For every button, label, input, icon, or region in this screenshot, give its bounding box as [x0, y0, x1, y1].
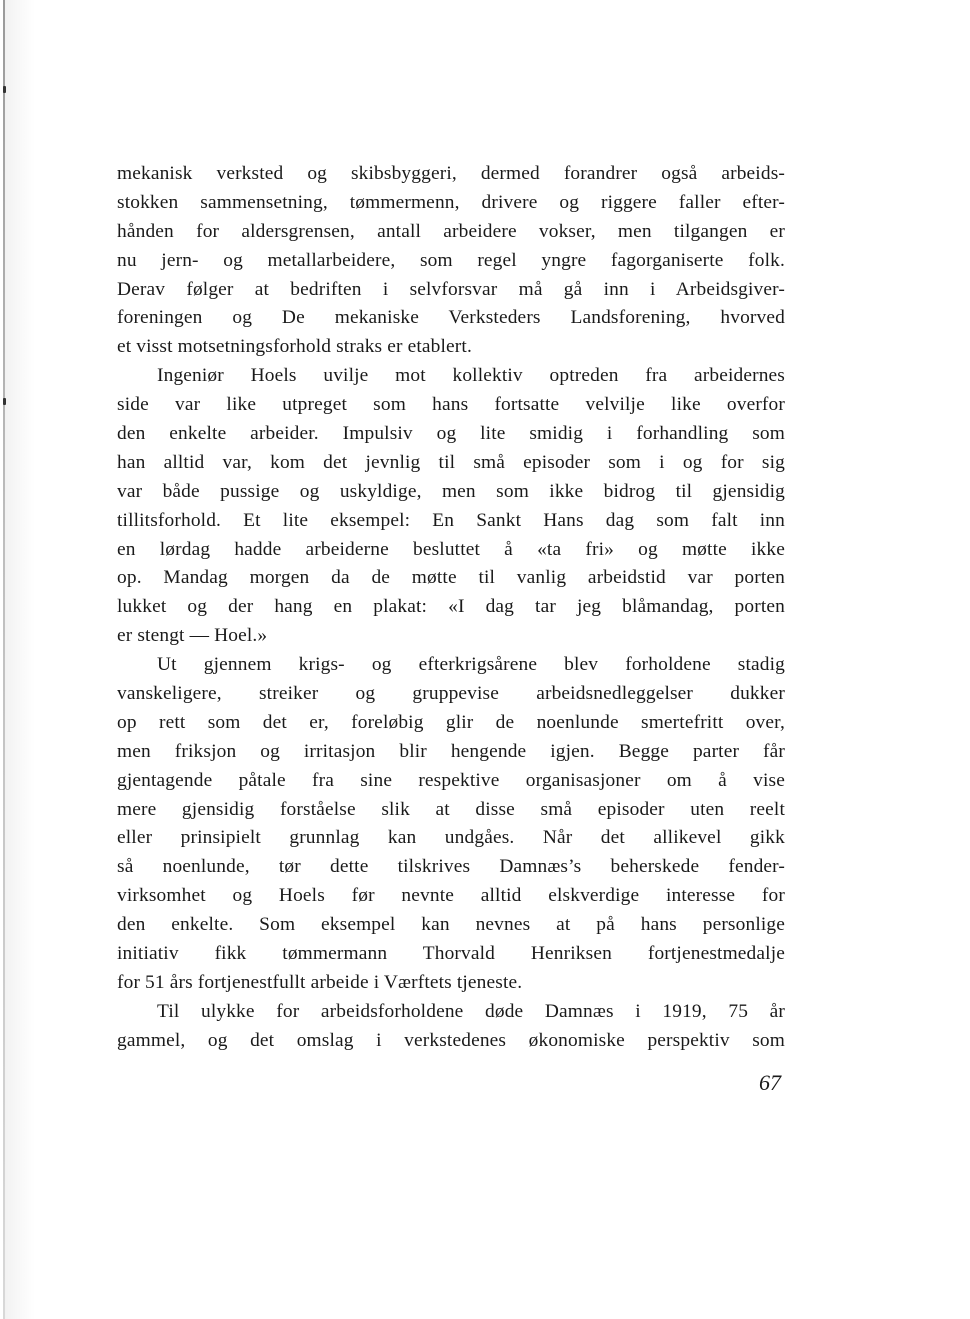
- text-line: op rett som det er, foreløbig glir de noenlunde smertefritt over,: [117, 711, 785, 733]
- text-line: side var like utpreget som hans fortsatte velvilje like overfor: [117, 394, 785, 416]
- text-line: eller prinsipielt grunnlag kan undgåes. Når det allikevel gikk: [117, 827, 785, 849]
- text-line: virksomhet og Hoels før nevnte alltid elskverdige interesse for: [117, 885, 785, 907]
- text-line: nu jern- og metallarbeidere, som regel yngre fagorganiserte folk.: [117, 249, 785, 271]
- text-line: den enkelte. Som eksempel kan nevnes at på hans personlige: [117, 914, 785, 936]
- text-line: Ut gjennem krigs- og efterkrigsårene blev forholdene stadig: [157, 654, 785, 676]
- text-line: initiativ fikk tømmermann Thorvald Henriksen fortjenestmedalje: [117, 943, 785, 965]
- text-line: gjentagende påtale fra sine respektive organisasjoner om å vise: [117, 769, 785, 791]
- text-line: den enkelte arbeider. Impulsiv og lite smidig i forhandling som: [117, 423, 785, 445]
- text-line: stokken sammensetning, tømmermenn, drivere og riggere faller efter-: [117, 191, 785, 213]
- text-line: Derav følger at bedriften i selvforsvar må gå inn i Arbeidsgiver-: [117, 278, 785, 300]
- scan-mark: [3, 398, 6, 405]
- text-line: han alltid var, kom det jevnlig til små episoder som i og for sig: [117, 451, 785, 473]
- body-text: [117, 160, 785, 1056]
- text-line: tillitsforhold. Et lite eksempel: En Sankt Hans dag som falt inn: [117, 509, 785, 531]
- text-line: vanskeligere, streiker og gruppevise arbeidsnedleggelser dukker: [117, 683, 785, 705]
- text-line: så noenlunde, tør dette tilskrives Damnæs’s beherskede fender-: [117, 856, 785, 878]
- page-binding-edge: [3, 0, 5, 1319]
- text-line: Ingeniør Hoels uvilje mot kollektiv optreden fra arbeidernes: [157, 365, 785, 387]
- text-line: foreningen og De mekaniske Verksteders Landsforening, hvorved: [117, 307, 785, 329]
- text-line: op. Mandag morgen da de møtte til vanlig arbeidstid var porten: [117, 567, 785, 589]
- text-line: en lørdag hadde arbeiderne besluttet å «ta fri» og møtte ikke: [117, 538, 785, 560]
- text-line: et visst motsetningsforhold straks er etablert.: [117, 336, 472, 358]
- paragraph: [117, 651, 785, 998]
- text-line: men friksjon og irritasjon blir hengende igjen. Begge parter får: [117, 740, 785, 762]
- scan-mark: [3, 86, 6, 93]
- text-line: gammel, og det omslag i verkstedenes økonomiske perspektiv som: [117, 1029, 785, 1051]
- text-line: var både pussige og uskyldige, men som ikke bidrog til gjensidig: [117, 480, 785, 502]
- text-line: hånden for aldersgrensen, antall arbeidere vokser, men tilgangen er: [117, 220, 785, 242]
- paragraph: [117, 160, 785, 362]
- text-line: mekanisk verksted og skibsbyggeri, dermed forandrer også arbeids-: [117, 163, 785, 184]
- text-line: for 51 års fortjenestfullt arbeide i Værftets tjeneste.: [117, 971, 523, 993]
- text-line: er stengt — Hoel.»: [117, 625, 268, 647]
- text-line: Til ulykke for arbeidsforholdene døde Damnæs i 1919, 75 år: [157, 1000, 785, 1022]
- paragraph: [117, 998, 785, 1056]
- page-number: 67: [759, 1070, 781, 1095]
- text-line: lukket og der hang en plakat: «I dag tar jeg blåmandag, porten: [117, 596, 785, 618]
- page-gutter-shadow: [5, 0, 35, 1319]
- paragraph: [117, 362, 785, 651]
- text-line: mere gjensidig forståelse slik at disse små episoder uten reelt: [117, 798, 785, 820]
